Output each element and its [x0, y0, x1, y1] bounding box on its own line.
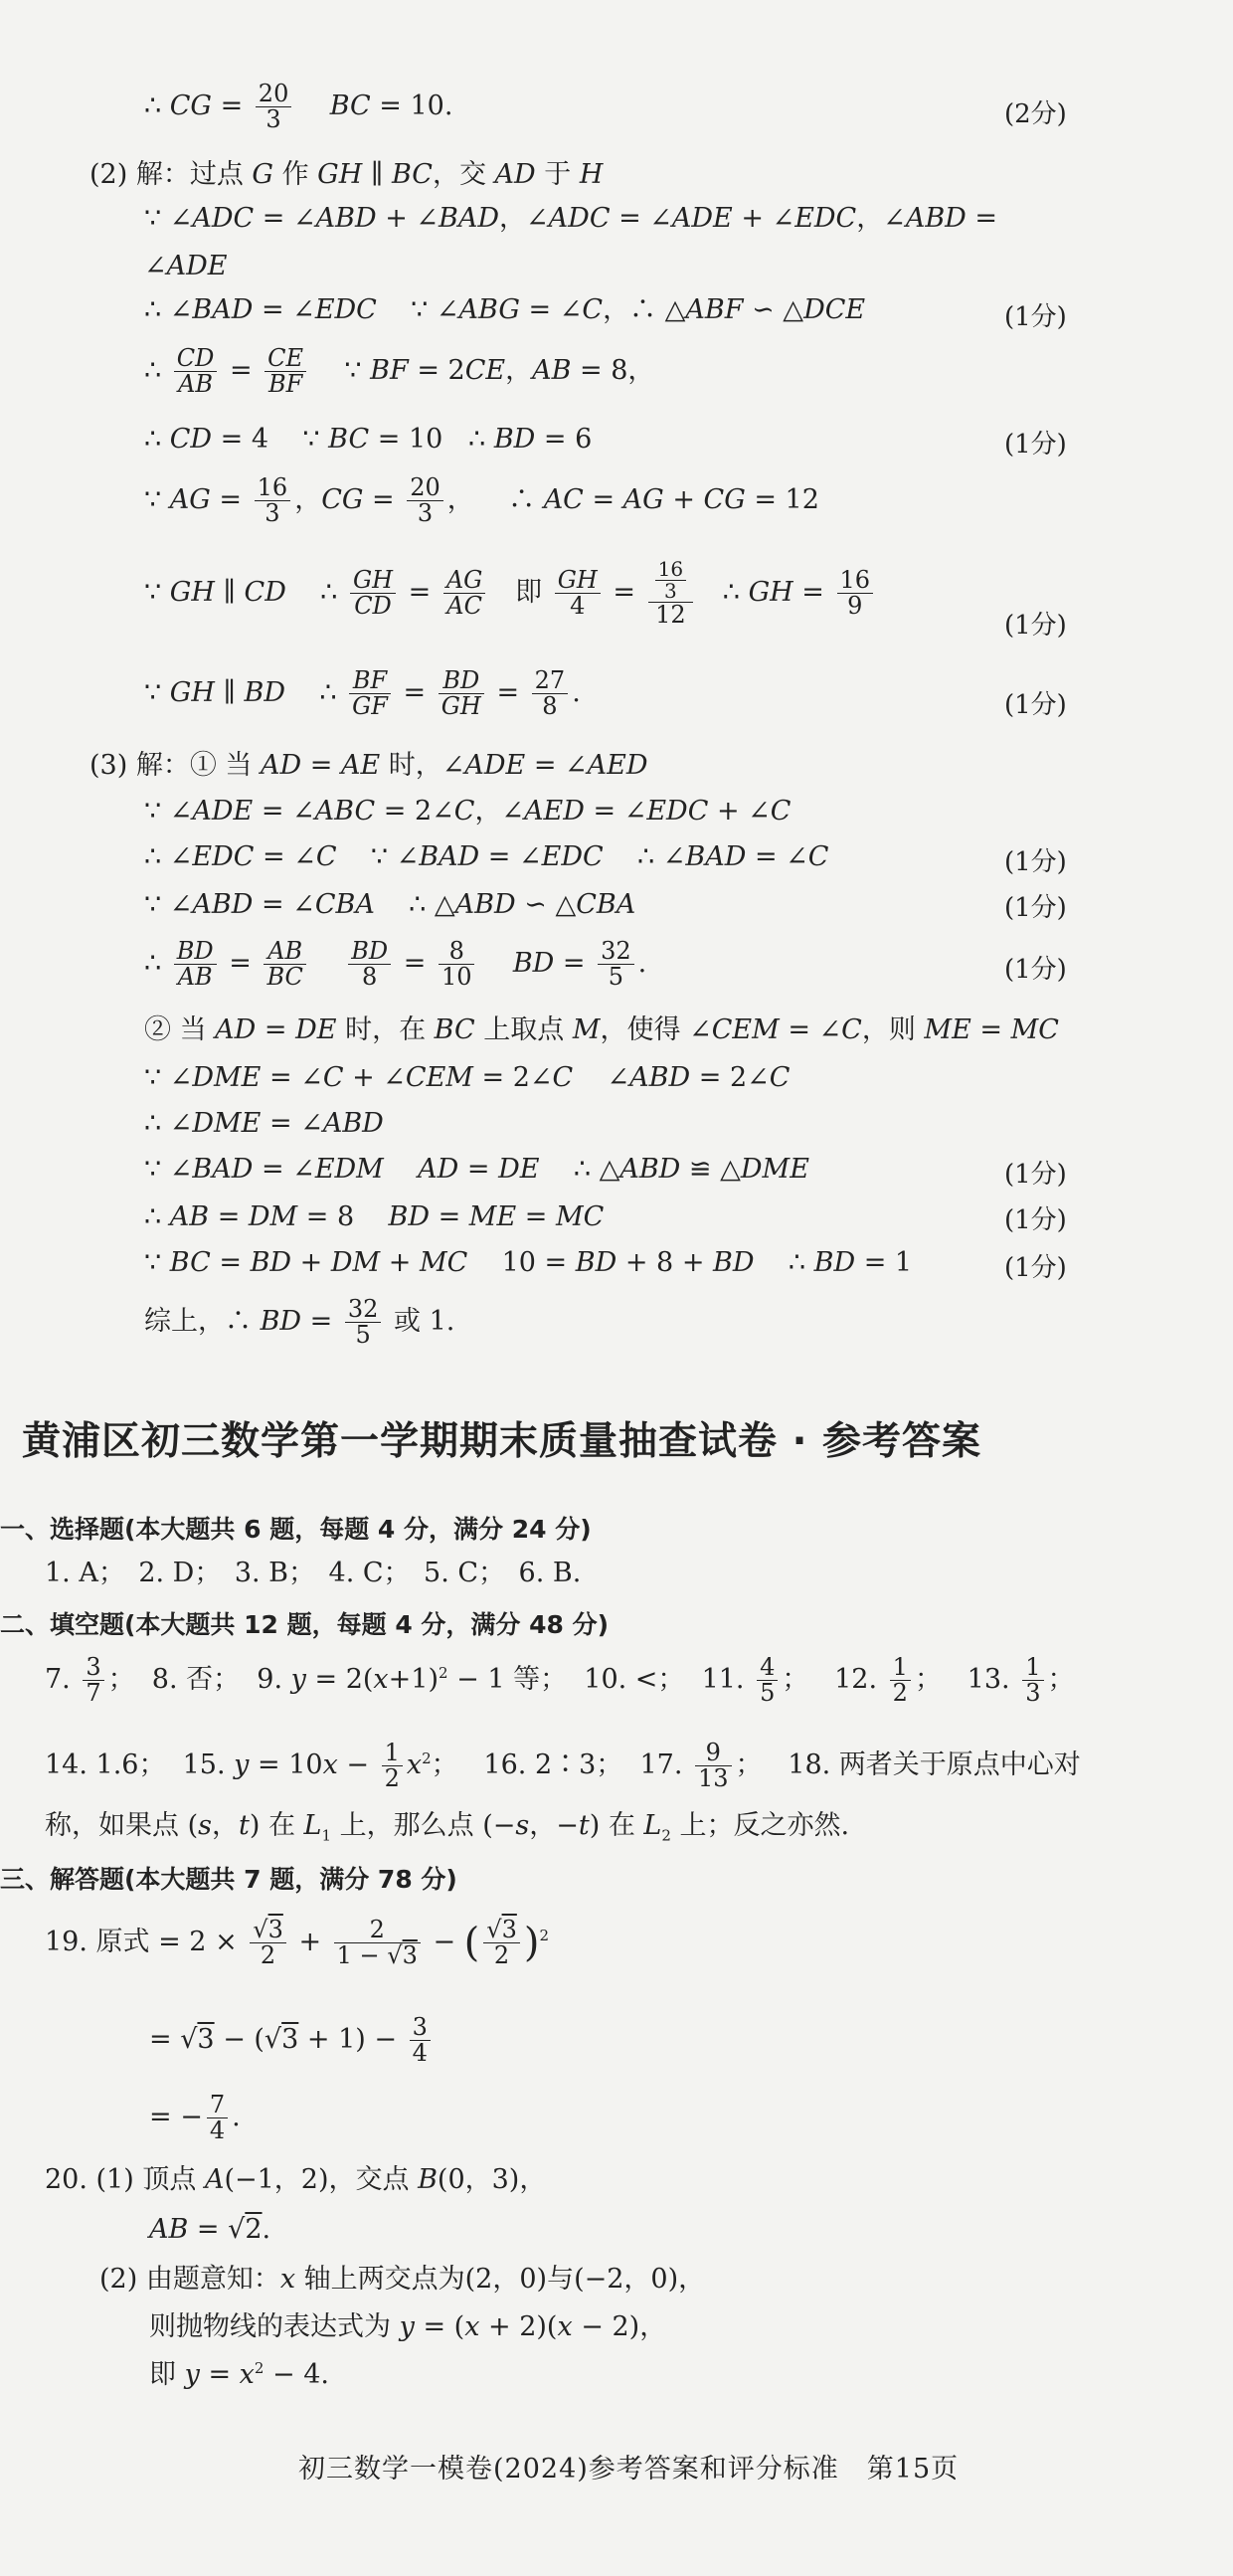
line-04: ∠ADE [144, 251, 228, 281]
score-19: (1分) [1004, 1160, 1067, 1190]
answers-fill-1: 7. $\frac{3}{7}$ ； 8. 否； 9. $y = 2(x+1)^2 - 1$ 等； 10. <； 11. $\frac{4}{5}$ ； 12. $\frac{1}{2}$ ； 13. $\frac{1}{3}$ ； [45, 1653, 1075, 1708]
score-01: (2分) [1004, 99, 1067, 129]
line-10: ∵ GH ∥ BD ∴ $\frac{BF}{GF}$ = $\frac{BD}{GH}$ = $\frac{27}{8}$ . [144, 666, 581, 721]
line-08: ∵ AG = $\frac{16}{3}$ ，CG = $\frac{20}{3}$ ， ∴ AC = AG + CG = 12 [144, 473, 819, 528]
q19-line-1: 19. 原式 = 2 × $\frac{√3}{2}$ + $\frac{2}{1 - √3}$ − ( $\frac{√3}{2}$ )$^2$ [45, 1916, 550, 1970]
line-13: ∴ ∠EDC = ∠C ∵ ∠BAD = ∠EDC ∴ ∠BAD = ∠C [144, 841, 829, 872]
line-19: ∵ ∠BAD = ∠EDM AD = DE ∴ △ABD ≌ △DME [144, 1154, 809, 1185]
q20-line-2: AB = √2. [149, 2214, 271, 2245]
answers-fill-2: 14. 1.6； 15. y = 10x − $\frac{1}{2}$ $x^2$； 16. 2∶3； 17. $\frac{9}{13}$ ； 18. 两者关于原点中心对 [45, 1739, 1081, 1793]
score-10: (1分) [1004, 690, 1067, 720]
score-21: (1分) [1004, 1253, 1067, 1283]
section-fill: 二、填空题(本大题共 12 题，每题 4 分，满分 48 分) [0, 1610, 610, 1639]
score-15: (1分) [1004, 955, 1067, 985]
line-12: ∵ ∠ADE = ∠ABC = 2∠C，∠AED = ∠EDC + ∠C [144, 796, 792, 827]
line-15: ∴ $\frac{BD}{AB}$ = $\frac{AB}{BC}$ $\frac{BD}{8}$ = $\frac{8}{10}$ BD = $\frac{32}{5}$ . [144, 937, 647, 992]
answers-fill-3: 称，如果点 (s，t) 在 $L_1$ 上，那么点 (−s，−t) 在 $L_2$ 上；反之亦然. [45, 1810, 850, 1845]
line-05: ∴ ∠BAD = ∠EDC ∵ ∠ABG = ∠C，∴ △ABF ∽ △DCE [144, 294, 866, 325]
score-20: (1分) [1004, 1205, 1067, 1235]
line-22: 综上，∴ BD = $\frac{32}{5}$ 或 1. [144, 1295, 455, 1350]
line-21: ∵ BC = BD + DM + MC 10 = BD + 8 + BD ∴ BD = 1 [144, 1247, 913, 1278]
answers-choice: 1. A； 2. D； 3. B； 4. C； 5. C； 6. B. [45, 1558, 582, 1588]
line-01: ∴ CG = $\frac{20}{3}$ BC = 10. [144, 80, 453, 134]
line-07: ∴ CD = 4 ∵ BC = 10 ∴ BD = 6 [144, 424, 593, 455]
page-title: 黄浦区初三数学第一学期期末质量抽查试卷 · 参考答案 [22, 1419, 981, 1464]
score-05: (1分) [1004, 302, 1067, 332]
section-solve: 三、解答题(本大题共 7 题，满分 78 分) [0, 1865, 457, 1894]
line-02: (2) 解：过点 G 作 GH ∥ BC，交 AD 于 H [89, 159, 604, 190]
line-16: ② 当 AD = DE 时，在 BC 上取点 M，使得 ∠CEM = ∠C，则 ME = MC [144, 1014, 1059, 1045]
score-14: (1分) [1004, 893, 1067, 923]
q20-line-5: 即 $y = x^2 - 4$. [149, 2359, 329, 2390]
q20-line-3: (2) 由题意知：x 轴上两交点为(2，0)与(−2，0)， [99, 2264, 706, 2295]
line-20: ∴ AB = DM = 8 BD = ME = MC [144, 1201, 605, 1232]
line-17: ∵ ∠DME = ∠C + ∠CEM = 2∠C ∠ABD = 2∠C [144, 1062, 791, 1093]
line-11: (3) 解：① 当 AD = AE 时，∠ADE = ∠AED [89, 750, 648, 781]
score-07: (1分) [1004, 430, 1067, 460]
score-09: (1分) [1004, 611, 1067, 641]
q20-line-4: 则抛物线的表达式为 y = (x + 2)(x − 2)， [149, 2311, 667, 2342]
line-14: ∵ ∠ABD = ∠CBA ∴ △ABD ∽ △CBA [144, 889, 636, 920]
q20-line-1: 20. (1) 顶点 A(−1，2)，交点 B(0，3)， [45, 2164, 547, 2195]
line-09: ∵ GH ∥ CD ∴ $\frac{GH}{CD}$ = $\frac{AG}{AC}$ 即 $\frac{GH}{4}$ = $\frac{\frac{16}{3}}{12}$ ∴ GH = $\frac{16}{9}$ [144, 559, 877, 628]
section-choice: 一、选择题(本大题共 6 题，每题 4 分，满分 24 分) [0, 1515, 592, 1544]
q19-line-2: = √3 − (√3 + 1) − $\frac{3}{4}$ [149, 2015, 435, 2066]
score-13: (1分) [1004, 847, 1067, 877]
line-18: ∴ ∠DME = ∠ABD [144, 1108, 384, 1139]
page-footer: 初三数学一模卷(2024)参考答案和评分标准 第15页 [298, 2454, 960, 2484]
q19-line-3: = − $\frac{7}{4}$ . [149, 2091, 241, 2145]
line-06: ∴ $\frac{CD}{AB}$ = $\frac{CE}{BF}$ ∵ BF = 2CE，AB = 8， [144, 344, 655, 399]
line-03: ∵ ∠ADC = ∠ABD + ∠BAD，∠ADC = ∠ADE + ∠EDC，∠ABD = [144, 203, 998, 234]
